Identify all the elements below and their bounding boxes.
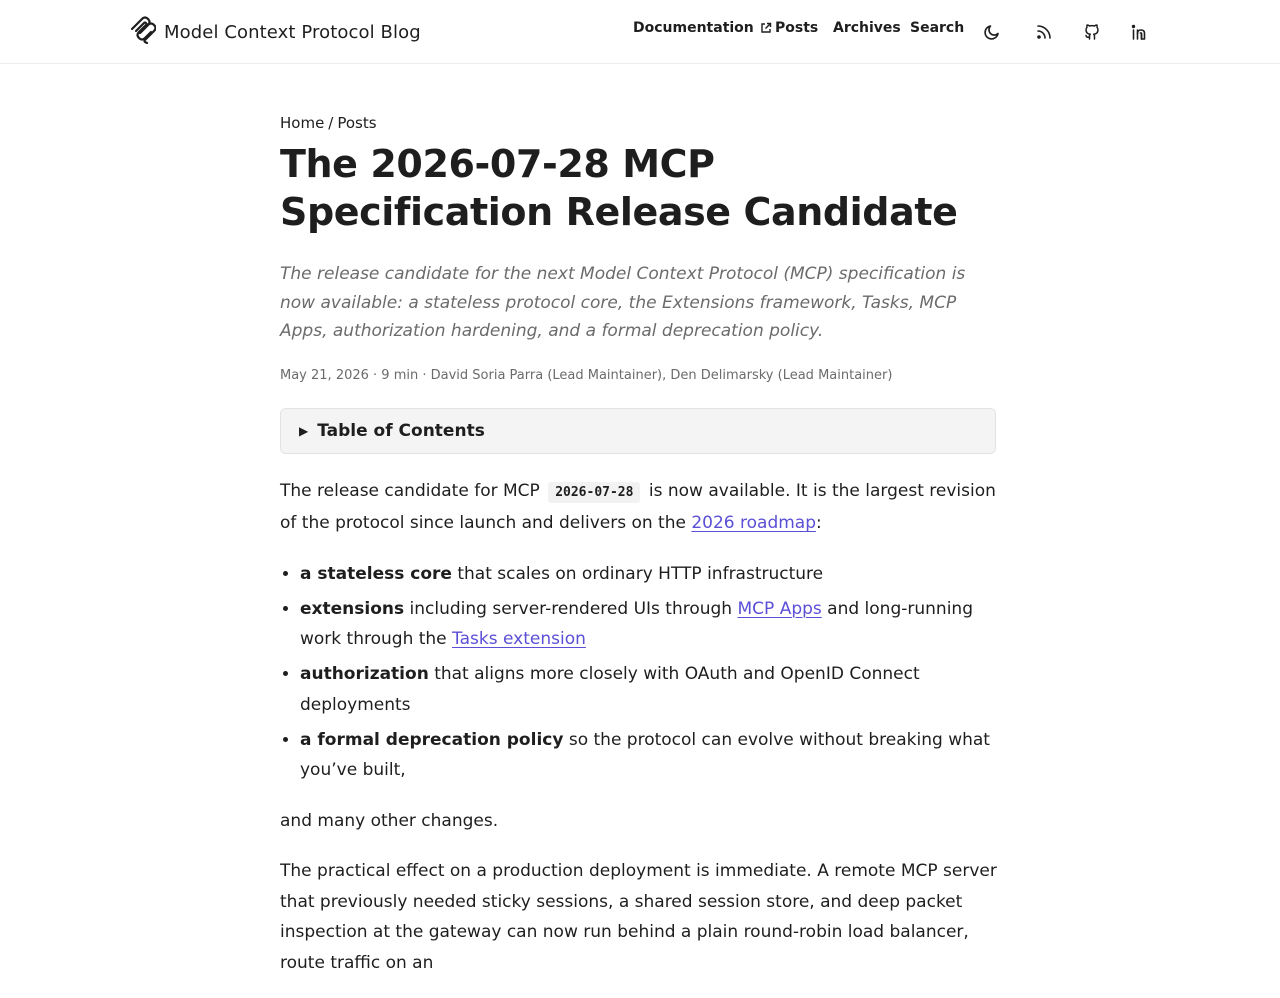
breadcrumb-separator: / [328, 114, 334, 132]
nav-documentation-link[interactable] [633, 20, 772, 36]
site-logo-link[interactable] [130, 16, 421, 44]
nav-documentation-label: Documentation [633, 20, 754, 36]
github-icon[interactable] [1082, 22, 1102, 42]
intro-text-1: The release candidate for MCP [280, 480, 540, 501]
post-content [280, 476, 1000, 979]
list-item-text: including server-rendered UIs through [404, 598, 738, 619]
external-link-icon [760, 22, 772, 34]
intro-paragraph [280, 476, 1000, 539]
intro-text-2: is now available. It is the largest revision of the protocol since launch and delivers on the [280, 480, 996, 534]
rss-icon[interactable] [1034, 22, 1054, 42]
table-of-contents-toggle[interactable] [280, 408, 996, 454]
linkedin-icon[interactable] [1130, 22, 1150, 42]
breadcrumb [280, 114, 1000, 136]
list-item [300, 594, 1000, 655]
moon-icon[interactable] [982, 22, 1002, 42]
triangle-right-icon: ▶ [299, 423, 309, 438]
intro-colon: : [816, 513, 822, 534]
mcp-logo-icon [130, 16, 156, 44]
post-description: The release candidate for the next Model Context Protocol (MCP) specification is now available: a stateless protocol core, the Extensions framework, Tasks, MCP Apps, authorization hardening, and a formal deprecation policy. [280, 264, 966, 342]
mcp-apps-link[interactable]: MCP Apps [737, 598, 822, 619]
list-item-bold: a formal deprecation policy [300, 729, 564, 750]
body-paragraph: The practical effect on a production deployment is immediate. A remote MCP server that previously needed sticky sessions, a shared session store, and deep packet inspection at the gateway can now run behind a plain round-robin load balancer, route traffic on an [280, 861, 997, 973]
nav-posts-link[interactable]: Posts [775, 20, 819, 36]
version-code: 2026-07-28 [548, 482, 640, 503]
list-item-text: that scales on ordinary HTTP infrastructure [451, 563, 824, 584]
post-main [280, 114, 1000, 998]
list-item [300, 725, 1000, 786]
post-meta: May 21, 2026 · 9 min · David Soria Parra (Lead Maintainer), Den Delimarsky (Lead Maintainer) [280, 367, 893, 383]
nav-search-link[interactable]: Search [910, 20, 965, 36]
toc-label: Table of Contents [317, 420, 485, 441]
list-item-bold: extensions [300, 598, 405, 619]
nav-archives-link[interactable]: Archives [833, 20, 901, 36]
site-title: Model Context Protocol Blog [164, 21, 421, 43]
site-header [0, 0, 1280, 64]
list-item-text: that aligns more closely with OAuth and OpenID Connect deployments [300, 664, 920, 715]
roadmap-link[interactable]: 2026 roadmap [691, 513, 817, 534]
list-item-text: and long-running work through the [300, 598, 973, 650]
breadcrumb-home-link[interactable]: Home [280, 114, 325, 132]
list-item [300, 559, 1000, 590]
post-title: The 2026-07-28 MCP Specification Release Candidate [280, 142, 958, 234]
list-item [300, 659, 1000, 720]
tasks-extension-link[interactable]: Tasks extension [452, 629, 586, 650]
after-list-paragraph: and many other changes. [280, 810, 499, 831]
list-item-text: so the protocol can evolve without breaking what you’ve built, [300, 729, 990, 781]
list-item-bold: a stateless core [300, 563, 452, 584]
breadcrumb-posts-link[interactable]: Posts [337, 114, 377, 132]
list-item-bold: authorization [300, 664, 429, 685]
feature-list [280, 559, 1000, 786]
